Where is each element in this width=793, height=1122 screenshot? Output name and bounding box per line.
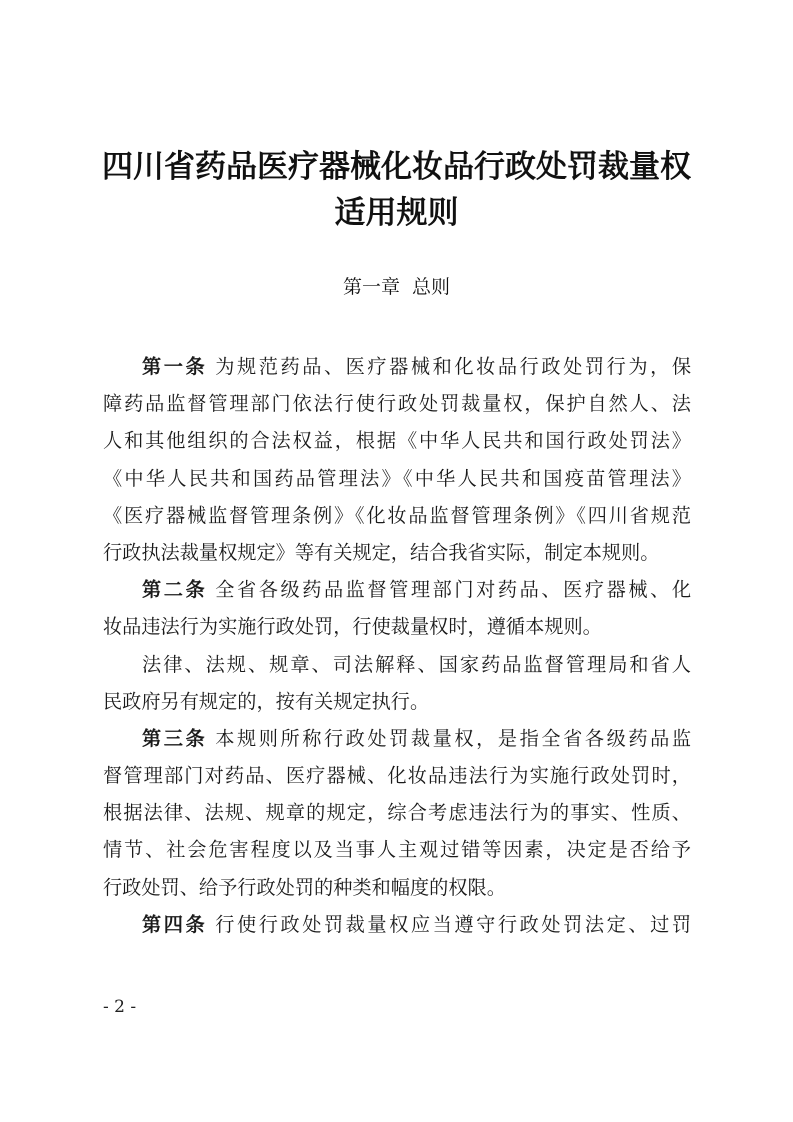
article-3-line-2: 督管理部门对药品、医疗器械、化妆品违法行为实施行政处罚时，: [103, 764, 691, 788]
article-2-paragraph-2-line-2: 民政府另有规定的，按有关规定执行。: [103, 689, 430, 713]
article-2-line-1: [103, 571, 691, 608]
article-1-line-3: 人和其他组织的合法权益，根据《中华人民共和国行政处罚法》: [103, 429, 691, 453]
article-label: 第二条: [142, 578, 208, 602]
article-3-line-3: 根据法律、法规、规章的规定，综合考虑违法行为的事实、性质、: [103, 801, 691, 825]
chapter-number: 第一章: [342, 276, 400, 298]
article-label: 第四条: [142, 912, 208, 936]
chapter-name: 总则: [412, 276, 451, 298]
article-text: 全省各级药品监督管理部门对药品、医疗器械、化: [215, 578, 691, 602]
article-text: 本规则所称行政处罚裁量权，是指全省各级药品监: [215, 726, 691, 750]
article-3-line-4: 情节、社会危害程度以及当事人主观过错等因素，决定是否给予: [103, 838, 691, 862]
article-3-line-5: 行政处罚、给予行政处罚的种类和幅度的权限。: [103, 875, 506, 899]
article-3-line-1: [103, 720, 691, 757]
article-4-line-1: [103, 906, 691, 943]
chapter-heading: [0, 272, 793, 299]
article-1-line-2: 障药品监督管理部门依法行使行政处罚裁量权，保护自然人、法: [103, 392, 691, 416]
document-title-line-1: 四川省药品医疗器械化妆品行政处罚裁量权: [102, 149, 691, 185]
article-1-line-5: 《医疗器械监督管理条例》《化妆品监督管理条例》《四川省规范: [103, 503, 691, 527]
article-text: 行使行政处罚裁量权应当遵守行政处罚法定、过罚: [215, 912, 691, 936]
document-title-line-2: 适用规则: [334, 195, 459, 231]
article-1-line-4: 《中华人民共和国药品管理法》《中华人民共和国疫苗管理法》: [103, 466, 691, 490]
article-1-line-6: 行政执法裁量权规定》等有关规定，结合我省实际，制定本规则。: [103, 540, 660, 564]
article-1-line-1: [103, 348, 691, 385]
document-body: [103, 348, 691, 943]
article-2-paragraph-2-line-1: 法律、法规、规章、司法解释、国家药品监督管理局和省人: [142, 652, 691, 676]
article-text: 为规范药品、医疗器械和化妆品行政处罚行为，保: [215, 355, 691, 378]
article-label: 第一条: [142, 355, 208, 378]
page-number: - 2 -: [103, 997, 137, 1017]
article-2-line-2: 妆品违法行为实施行政处罚，行使裁量权时，遵循本规则。: [103, 615, 602, 639]
article-label: 第三条: [142, 726, 208, 750]
